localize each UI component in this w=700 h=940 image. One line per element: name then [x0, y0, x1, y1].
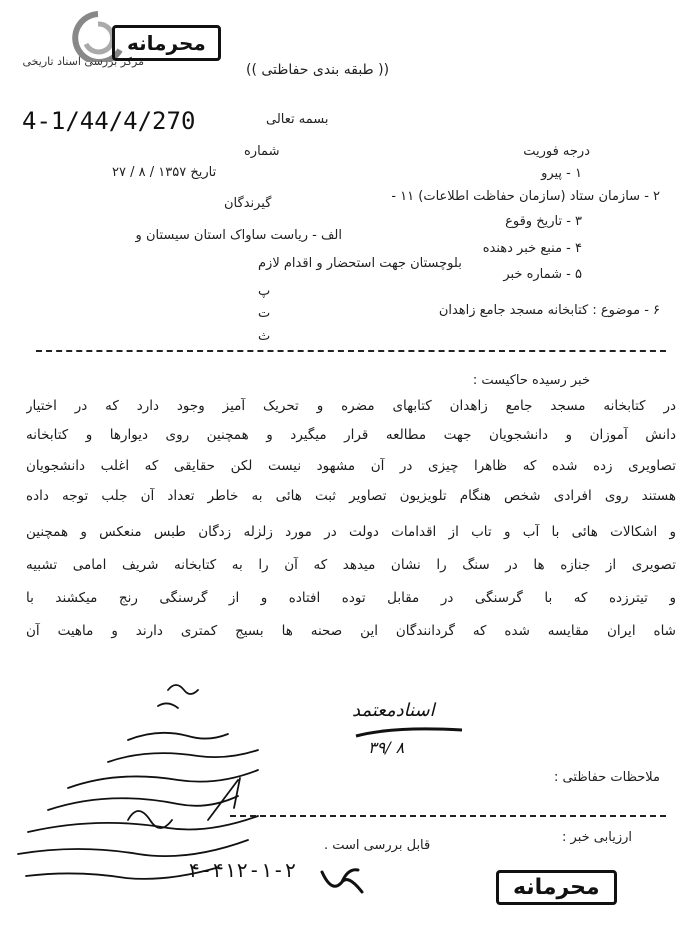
meta-followup: ۱ - پیرو — [541, 166, 582, 181]
meta-organization: ۲ - سازمان ستاد (سازمان حفاظت اطلاعات) ۱۱ - — [391, 189, 660, 204]
body-line: دانش آموزان و دانشجویان جهت مطالعه قرار میگیرد و همچنین روی دیوارها و کتابخانه — [26, 427, 676, 443]
recipient-letter-d: ت — [258, 306, 271, 321]
body-line: تصویری از جنازه ها در سنگ را نشان میدهد که آن را به کتابخانه شریف امامی تشبیه — [26, 557, 676, 573]
check-mark-icon — [318, 864, 366, 896]
body-line: شاه ایران مقایسه شده که گردانندگان این صحنه ها بسیج کمتری دارند و ماهیت آن — [26, 623, 676, 639]
body-line: هستند روی افرادی شخص هنگام تلویزیون تصاویر ثبت هائی به خاطر تعداد آن جلب توجه داده — [26, 488, 676, 504]
divider-line — [36, 350, 666, 352]
security-remarks-label: ملاحظات حفاظتی : — [554, 770, 660, 785]
reference-number: 4-1/44/4/270 — [22, 107, 196, 135]
meta-source: ۴ - منبع خبر دهنده — [482, 241, 582, 256]
section-heading: بسمه تعالی — [266, 112, 329, 127]
body-line: در کتابخانه مسجد جامع زاهدان کتابهای مضره و تحریک آمیز وجود دارد که در اختیار — [26, 398, 676, 414]
body-line: تصاویری زده شده که ظاهرا چیزی در آن مشهود نیست لکن حقایقی که اغلب دانشجویان — [26, 458, 676, 474]
signature-note: اسنادمعتمد — [352, 700, 435, 721]
signature-date: ۳۹/ ۸ — [368, 738, 405, 757]
recipient-letter-e: ث — [258, 329, 271, 344]
meta-dossier: ۵ - شماره خبر — [503, 267, 582, 282]
verification-note: قابل بررسی است . — [324, 838, 431, 853]
confidential-stamp-bottom: محرمانه — [496, 870, 617, 905]
meta-topic: ۶ - موضوع : کتابخانه مسجد جامع زاهدان — [438, 303, 660, 318]
urgency-degree: درجه فوریت — [523, 144, 590, 159]
meta-report-date: ۳ - تاریخ وقوع — [505, 214, 582, 229]
body-line: و تیترزده که با گرسنگی در مقابل توده افتاده و از گرسنگی رنج میکشند با — [26, 590, 676, 606]
number-label: شماره — [244, 144, 280, 159]
letter-date: تاریخ ۱۳۵۷ / ۸ / ۲۷ — [112, 165, 217, 180]
recipients-label: گیرندگان — [224, 196, 272, 211]
recipient-a: الف - ریاست ساواک استان سیستان و — [135, 228, 342, 243]
recipient-b: بلوچستان جهت استحضار و اقدام لازم — [258, 256, 462, 271]
recipient-letter-c: پ — [258, 284, 271, 299]
watermark-text: مرکز بررسی اسناد تاریخی — [22, 55, 144, 68]
evaluation-label: ارزیابی خبر : — [562, 830, 632, 845]
body-line: و اشکالات هائی با آب و تاب از اقدامات دولت در مورد زلزله زدگان طبس منعکس و همچنین — [26, 524, 676, 540]
classification-label: (( طبقه بندی حفاظتی )) — [246, 62, 390, 78]
document-code: ۴-۴۱۲-۱-۲ — [188, 858, 297, 882]
confidential-stamp-top: محرمانه — [112, 25, 221, 61]
handwritten-annotation-icon — [8, 670, 308, 892]
body-intro: خبر رسیده حاکیست : — [472, 373, 590, 388]
